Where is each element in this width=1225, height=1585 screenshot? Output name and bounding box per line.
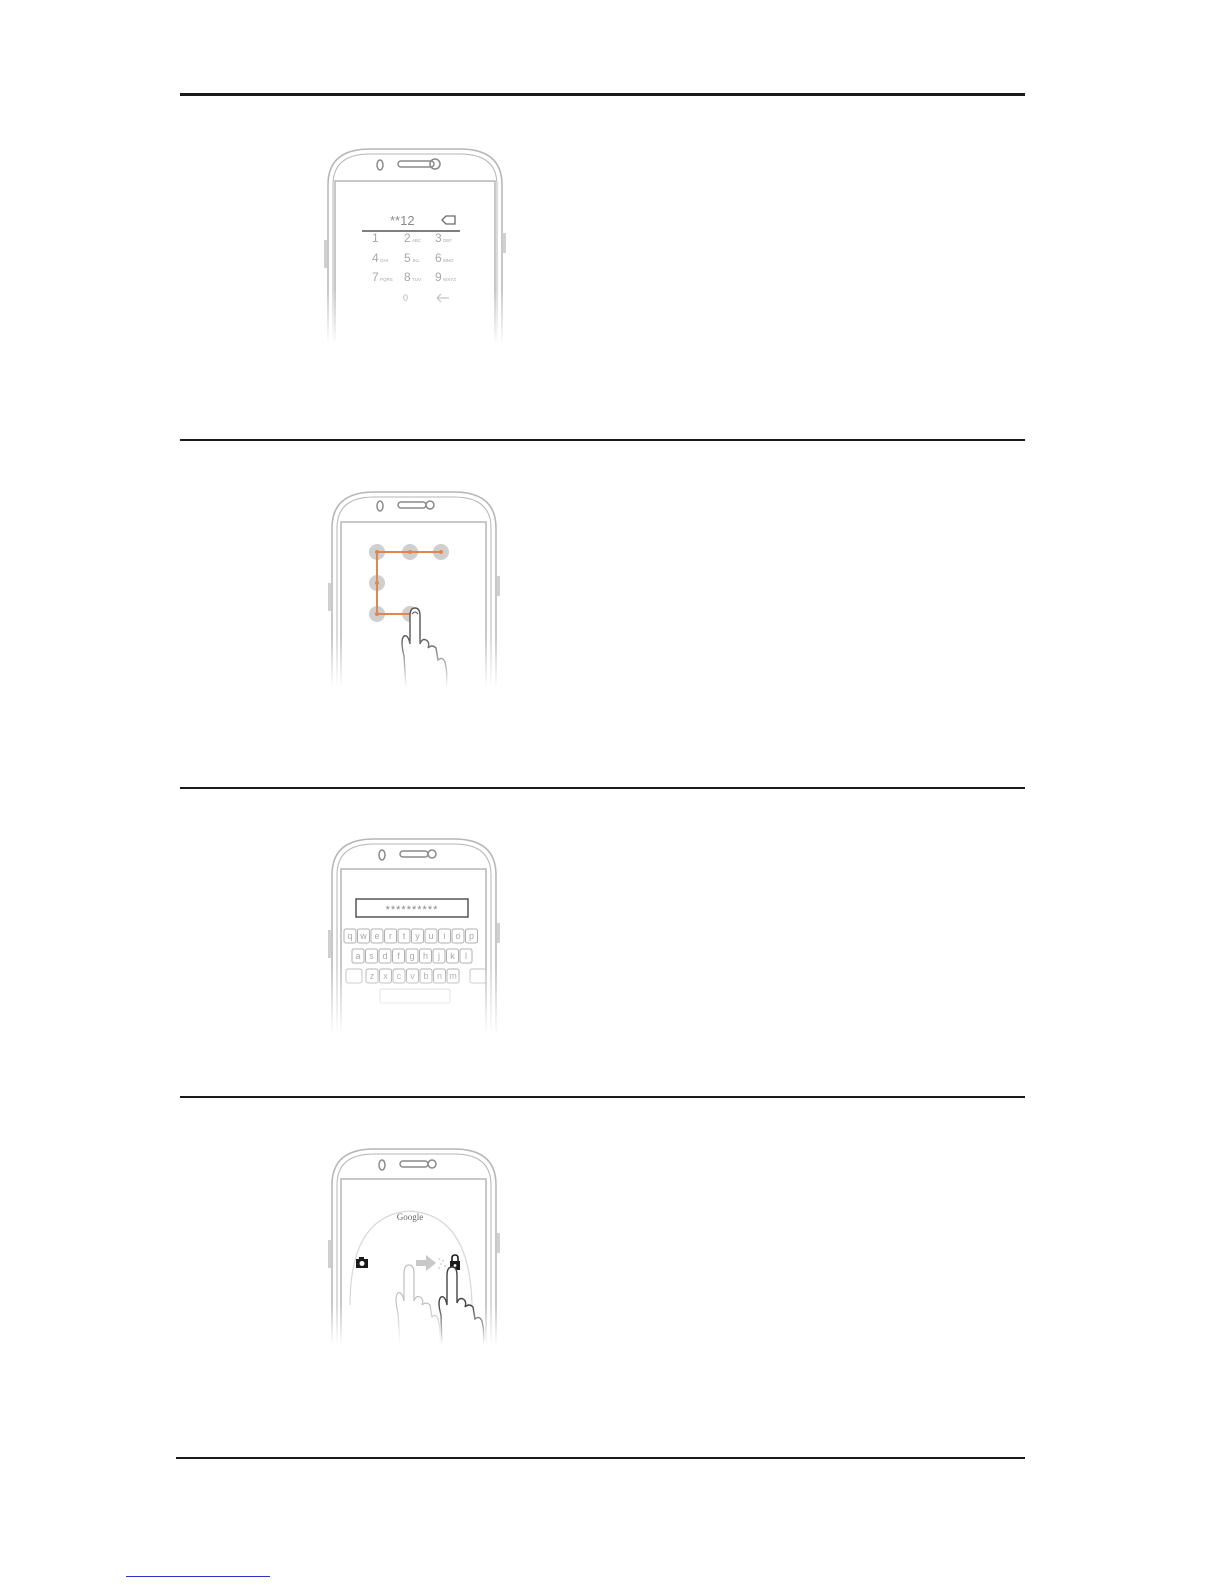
- section-divider: [180, 787, 1025, 789]
- section-divider: [180, 439, 1025, 441]
- top-rule: [180, 93, 1025, 96]
- swipe-lock-illustration: [320, 1145, 510, 1345]
- pin-lock-illustration: [320, 145, 510, 345]
- footer-link-underline[interactable]: [126, 1576, 270, 1577]
- password-lock-illustration: [320, 835, 510, 1035]
- section-divider: [180, 1096, 1025, 1098]
- pattern-lock-illustration: [320, 488, 510, 688]
- bottom-rule: [176, 1457, 1025, 1459]
